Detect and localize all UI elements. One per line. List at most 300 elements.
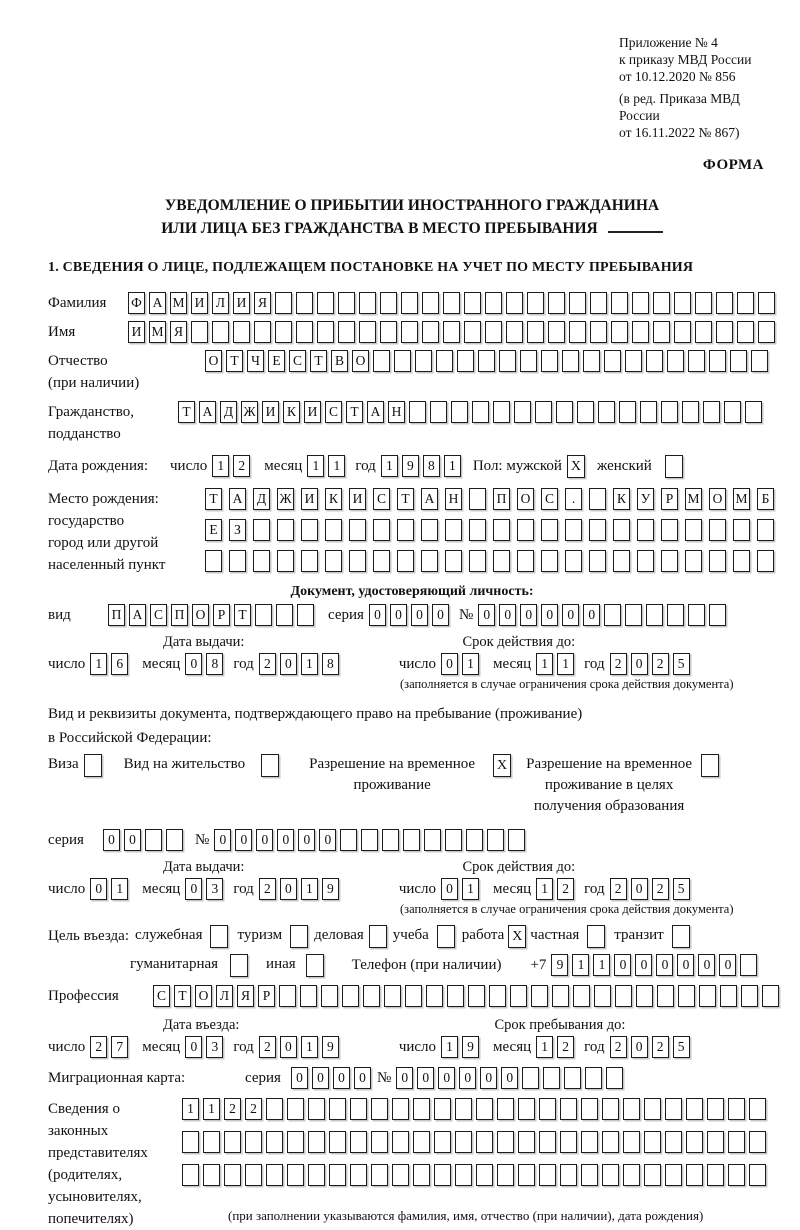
char-cell[interactable] bbox=[371, 1098, 388, 1120]
char-cell[interactable] bbox=[535, 401, 552, 423]
char-cell[interactable]: Л bbox=[216, 985, 233, 1007]
char-cell[interactable] bbox=[413, 1164, 430, 1186]
char-cell[interactable] bbox=[611, 321, 628, 343]
char-cell[interactable] bbox=[560, 1098, 577, 1120]
char-cell[interactable] bbox=[640, 401, 657, 423]
char-cell[interactable]: 1 bbox=[307, 455, 324, 477]
char-cell[interactable] bbox=[623, 1131, 640, 1153]
char-cell[interactable]: С bbox=[541, 488, 558, 510]
char-cell[interactable]: Т bbox=[226, 350, 243, 372]
char-cell[interactable] bbox=[301, 519, 318, 541]
char-cell[interactable] bbox=[541, 350, 558, 372]
char-cell[interactable]: С bbox=[325, 401, 342, 423]
char-cell[interactable] bbox=[476, 1098, 493, 1120]
char-cell[interactable] bbox=[667, 350, 684, 372]
char-cell[interactable]: 1 bbox=[536, 1036, 553, 1058]
char-cell[interactable]: Д bbox=[220, 401, 237, 423]
char-cell[interactable]: 1 bbox=[536, 653, 553, 675]
char-cell[interactable] bbox=[434, 1098, 451, 1120]
char-cell[interactable] bbox=[678, 985, 695, 1007]
char-cell[interactable] bbox=[469, 550, 486, 572]
char-cell[interactable]: П bbox=[493, 488, 510, 510]
char-cell[interactable] bbox=[724, 401, 741, 423]
char-cell[interactable]: 0 bbox=[631, 878, 648, 900]
char-cell[interactable] bbox=[422, 321, 439, 343]
char-cell[interactable]: 2 bbox=[610, 1036, 627, 1058]
char-cell[interactable]: 0 bbox=[635, 954, 652, 976]
char-cell[interactable] bbox=[573, 985, 590, 1007]
char-cell[interactable] bbox=[539, 1131, 556, 1153]
char-cell[interactable] bbox=[730, 350, 747, 372]
char-cell[interactable] bbox=[604, 350, 621, 372]
char-cell[interactable] bbox=[325, 550, 342, 572]
char-cell[interactable] bbox=[191, 321, 208, 343]
char-cell[interactable] bbox=[476, 1131, 493, 1153]
char-cell[interactable]: 2 bbox=[259, 653, 276, 675]
char-cell[interactable] bbox=[646, 604, 663, 626]
char-cell[interactable]: 0 bbox=[501, 1067, 518, 1089]
residence-permit-checkbox[interactable] bbox=[261, 754, 279, 777]
char-cell[interactable] bbox=[325, 519, 342, 541]
char-cell[interactable] bbox=[392, 1098, 409, 1120]
char-cell[interactable] bbox=[602, 1098, 619, 1120]
char-cell[interactable] bbox=[665, 1131, 682, 1153]
char-cell[interactable]: 1 bbox=[444, 455, 461, 477]
char-cell[interactable] bbox=[745, 401, 762, 423]
char-cell[interactable]: И bbox=[128, 321, 145, 343]
char-cell[interactable] bbox=[434, 1131, 451, 1153]
char-cell[interactable] bbox=[688, 350, 705, 372]
char-cell[interactable] bbox=[409, 401, 426, 423]
char-cell[interactable] bbox=[349, 550, 366, 572]
char-cell[interactable]: 0 bbox=[298, 829, 315, 851]
char-cell[interactable]: 2 bbox=[90, 1036, 107, 1058]
char-cell[interactable] bbox=[737, 292, 754, 314]
char-cell[interactable] bbox=[733, 550, 750, 572]
char-cell[interactable]: Н bbox=[445, 488, 462, 510]
char-cell[interactable] bbox=[466, 829, 483, 851]
char-cell[interactable]: 2 bbox=[610, 653, 627, 675]
char-cell[interactable]: П bbox=[171, 604, 188, 626]
char-cell[interactable] bbox=[455, 1131, 472, 1153]
char-cell[interactable]: 0 bbox=[562, 604, 579, 626]
char-cell[interactable]: 0 bbox=[719, 954, 736, 976]
char-cell[interactable] bbox=[212, 321, 229, 343]
char-cell[interactable] bbox=[552, 985, 569, 1007]
char-cell[interactable]: Т bbox=[310, 350, 327, 372]
char-cell[interactable] bbox=[350, 1131, 367, 1153]
char-cell[interactable]: 1 bbox=[301, 1036, 318, 1058]
char-cell[interactable] bbox=[661, 550, 678, 572]
char-cell[interactable] bbox=[709, 350, 726, 372]
char-cell[interactable] bbox=[565, 550, 582, 572]
char-cell[interactable]: 0 bbox=[124, 829, 141, 851]
char-cell[interactable]: Е bbox=[205, 519, 222, 541]
char-cell[interactable]: Ч bbox=[247, 350, 264, 372]
char-cell[interactable] bbox=[485, 321, 502, 343]
char-cell[interactable]: И bbox=[304, 401, 321, 423]
char-cell[interactable] bbox=[203, 1164, 220, 1186]
char-cell[interactable] bbox=[560, 1131, 577, 1153]
char-cell[interactable] bbox=[497, 1164, 514, 1186]
char-cell[interactable]: Р bbox=[258, 985, 275, 1007]
char-cell[interactable]: 1 bbox=[572, 954, 589, 976]
char-cell[interactable]: 5 bbox=[673, 1036, 690, 1058]
char-cell[interactable]: 2 bbox=[224, 1098, 241, 1120]
sex-female-checkbox[interactable] bbox=[665, 455, 683, 478]
char-cell[interactable] bbox=[275, 292, 292, 314]
char-cell[interactable] bbox=[424, 829, 441, 851]
char-cell[interactable]: 3 bbox=[206, 1036, 223, 1058]
char-cell[interactable] bbox=[749, 1098, 766, 1120]
char-cell[interactable] bbox=[317, 292, 334, 314]
char-cell[interactable] bbox=[565, 519, 582, 541]
char-cell[interactable]: У bbox=[637, 488, 654, 510]
char-cell[interactable] bbox=[287, 1098, 304, 1120]
char-cell[interactable] bbox=[300, 985, 317, 1007]
char-cell[interactable]: 1 bbox=[111, 878, 128, 900]
char-cell[interactable]: О bbox=[195, 985, 212, 1007]
char-cell[interactable]: И bbox=[233, 292, 250, 314]
char-cell[interactable]: 0 bbox=[390, 604, 407, 626]
char-cell[interactable]: А bbox=[367, 401, 384, 423]
char-cell[interactable] bbox=[518, 1131, 535, 1153]
char-cell[interactable]: 1 bbox=[301, 878, 318, 900]
char-cell[interactable] bbox=[560, 1164, 577, 1186]
char-cell[interactable] bbox=[646, 350, 663, 372]
char-cell[interactable]: И bbox=[349, 488, 366, 510]
char-cell[interactable] bbox=[737, 321, 754, 343]
char-cell[interactable] bbox=[361, 829, 378, 851]
char-cell[interactable]: О bbox=[709, 488, 726, 510]
char-cell[interactable] bbox=[245, 1164, 262, 1186]
char-cell[interactable]: Б bbox=[757, 488, 774, 510]
char-cell[interactable] bbox=[615, 985, 632, 1007]
char-cell[interactable]: 0 bbox=[277, 829, 294, 851]
char-cell[interactable]: 0 bbox=[441, 653, 458, 675]
char-cell[interactable] bbox=[506, 321, 523, 343]
char-cell[interactable] bbox=[699, 985, 716, 1007]
char-cell[interactable]: 0 bbox=[583, 604, 600, 626]
char-cell[interactable] bbox=[445, 550, 462, 572]
char-cell[interactable] bbox=[619, 401, 636, 423]
char-cell[interactable] bbox=[485, 292, 502, 314]
char-cell[interactable] bbox=[373, 350, 390, 372]
char-cell[interactable] bbox=[296, 292, 313, 314]
char-cell[interactable] bbox=[233, 321, 250, 343]
char-cell[interactable] bbox=[707, 1098, 724, 1120]
char-cell[interactable] bbox=[422, 292, 439, 314]
char-cell[interactable] bbox=[224, 1131, 241, 1153]
char-cell[interactable] bbox=[602, 1131, 619, 1153]
char-cell[interactable] bbox=[636, 985, 653, 1007]
char-cell[interactable] bbox=[380, 292, 397, 314]
char-cell[interactable] bbox=[632, 292, 649, 314]
char-cell[interactable] bbox=[436, 350, 453, 372]
char-cell[interactable]: О bbox=[205, 350, 222, 372]
char-cell[interactable] bbox=[589, 488, 606, 510]
char-cell[interactable] bbox=[359, 321, 376, 343]
char-cell[interactable] bbox=[301, 550, 318, 572]
char-cell[interactable]: 0 bbox=[677, 954, 694, 976]
char-cell[interactable]: 1 bbox=[557, 653, 574, 675]
char-cell[interactable] bbox=[728, 1164, 745, 1186]
char-cell[interactable]: 0 bbox=[656, 954, 673, 976]
char-cell[interactable] bbox=[508, 829, 525, 851]
char-cell[interactable] bbox=[653, 321, 670, 343]
char-cell[interactable]: 0 bbox=[369, 604, 386, 626]
char-cell[interactable] bbox=[709, 519, 726, 541]
char-cell[interactable]: 0 bbox=[185, 1036, 202, 1058]
char-cell[interactable] bbox=[682, 401, 699, 423]
char-cell[interactable]: Я bbox=[254, 292, 271, 314]
char-cell[interactable]: С bbox=[289, 350, 306, 372]
char-cell[interactable]: М bbox=[149, 321, 166, 343]
char-cell[interactable]: 9 bbox=[462, 1036, 479, 1058]
char-cell[interactable] bbox=[497, 1131, 514, 1153]
char-cell[interactable] bbox=[255, 604, 272, 626]
char-cell[interactable] bbox=[531, 985, 548, 1007]
business-checkbox[interactable] bbox=[369, 925, 387, 948]
char-cell[interactable] bbox=[472, 401, 489, 423]
char-cell[interactable]: 1 bbox=[301, 653, 318, 675]
char-cell[interactable] bbox=[266, 1131, 283, 1153]
char-cell[interactable]: 0 bbox=[478, 604, 495, 626]
char-cell[interactable] bbox=[205, 550, 222, 572]
char-cell[interactable]: 0 bbox=[354, 1067, 371, 1089]
official-checkbox[interactable] bbox=[210, 925, 228, 948]
char-cell[interactable] bbox=[380, 321, 397, 343]
char-cell[interactable]: 0 bbox=[185, 653, 202, 675]
char-cell[interactable] bbox=[716, 292, 733, 314]
char-cell[interactable] bbox=[598, 401, 615, 423]
char-cell[interactable] bbox=[518, 1164, 535, 1186]
char-cell[interactable] bbox=[277, 519, 294, 541]
char-cell[interactable] bbox=[426, 985, 443, 1007]
char-cell[interactable] bbox=[527, 321, 544, 343]
char-cell[interactable] bbox=[455, 1164, 472, 1186]
char-cell[interactable] bbox=[499, 350, 516, 372]
char-cell[interactable]: 0 bbox=[459, 1067, 476, 1089]
char-cell[interactable]: Я bbox=[237, 985, 254, 1007]
char-cell[interactable] bbox=[720, 985, 737, 1007]
char-cell[interactable]: 1 bbox=[462, 653, 479, 675]
char-cell[interactable] bbox=[703, 401, 720, 423]
char-cell[interactable] bbox=[413, 1098, 430, 1120]
char-cell[interactable]: 0 bbox=[90, 878, 107, 900]
char-cell[interactable] bbox=[182, 1164, 199, 1186]
char-cell[interactable]: Ж bbox=[241, 401, 258, 423]
char-cell[interactable]: 8 bbox=[322, 653, 339, 675]
char-cell[interactable] bbox=[581, 1164, 598, 1186]
char-cell[interactable] bbox=[518, 1098, 535, 1120]
char-cell[interactable]: П bbox=[108, 604, 125, 626]
char-cell[interactable] bbox=[541, 519, 558, 541]
humanitarian-checkbox[interactable] bbox=[230, 954, 248, 977]
char-cell[interactable]: 6 bbox=[111, 653, 128, 675]
char-cell[interactable]: М bbox=[685, 488, 702, 510]
char-cell[interactable]: Л bbox=[212, 292, 229, 314]
char-cell[interactable] bbox=[392, 1131, 409, 1153]
char-cell[interactable] bbox=[686, 1164, 703, 1186]
char-cell[interactable] bbox=[445, 519, 462, 541]
char-cell[interactable]: Д bbox=[253, 488, 270, 510]
char-cell[interactable]: 0 bbox=[214, 829, 231, 851]
char-cell[interactable] bbox=[451, 401, 468, 423]
char-cell[interactable]: С bbox=[373, 488, 390, 510]
char-cell[interactable] bbox=[667, 604, 684, 626]
char-cell[interactable] bbox=[447, 985, 464, 1007]
char-cell[interactable] bbox=[359, 292, 376, 314]
char-cell[interactable] bbox=[253, 550, 270, 572]
char-cell[interactable] bbox=[443, 321, 460, 343]
char-cell[interactable]: 1 bbox=[90, 653, 107, 675]
char-cell[interactable]: Ж bbox=[277, 488, 294, 510]
char-cell[interactable] bbox=[468, 985, 485, 1007]
char-cell[interactable] bbox=[392, 1164, 409, 1186]
char-cell[interactable] bbox=[644, 1098, 661, 1120]
char-cell[interactable] bbox=[539, 1098, 556, 1120]
char-cell[interactable]: 1 bbox=[441, 1036, 458, 1058]
char-cell[interactable]: 2 bbox=[245, 1098, 262, 1120]
char-cell[interactable] bbox=[583, 350, 600, 372]
char-cell[interactable]: И bbox=[262, 401, 279, 423]
char-cell[interactable] bbox=[401, 292, 418, 314]
char-cell[interactable]: 5 bbox=[673, 878, 690, 900]
char-cell[interactable] bbox=[674, 321, 691, 343]
char-cell[interactable] bbox=[751, 350, 768, 372]
char-cell[interactable]: 0 bbox=[541, 604, 558, 626]
char-cell[interactable] bbox=[317, 321, 334, 343]
char-cell[interactable]: 0 bbox=[103, 829, 120, 851]
char-cell[interactable]: 2 bbox=[652, 653, 669, 675]
char-cell[interactable]: 2 bbox=[259, 1036, 276, 1058]
char-cell[interactable]: А bbox=[199, 401, 216, 423]
char-cell[interactable] bbox=[405, 985, 422, 1007]
char-cell[interactable]: 0 bbox=[438, 1067, 455, 1089]
char-cell[interactable] bbox=[564, 1067, 581, 1089]
char-cell[interactable]: 0 bbox=[631, 1036, 648, 1058]
char-cell[interactable]: Р bbox=[213, 604, 230, 626]
char-cell[interactable]: Т bbox=[174, 985, 191, 1007]
temp-residence-checkbox[interactable]: X bbox=[493, 754, 511, 777]
char-cell[interactable] bbox=[623, 1164, 640, 1186]
char-cell[interactable]: 0 bbox=[631, 653, 648, 675]
char-cell[interactable] bbox=[287, 1131, 304, 1153]
char-cell[interactable]: Т bbox=[234, 604, 251, 626]
char-cell[interactable] bbox=[517, 550, 534, 572]
char-cell[interactable]: 0 bbox=[432, 604, 449, 626]
sex-male-checkbox[interactable]: X bbox=[567, 455, 585, 478]
char-cell[interactable] bbox=[569, 292, 586, 314]
char-cell[interactable] bbox=[716, 321, 733, 343]
char-cell[interactable]: 9 bbox=[402, 455, 419, 477]
char-cell[interactable] bbox=[413, 1131, 430, 1153]
char-cell[interactable] bbox=[686, 1098, 703, 1120]
char-cell[interactable] bbox=[443, 292, 460, 314]
char-cell[interactable]: 2 bbox=[557, 878, 574, 900]
char-cell[interactable]: М bbox=[170, 292, 187, 314]
char-cell[interactable]: 0 bbox=[411, 604, 428, 626]
char-cell[interactable] bbox=[394, 350, 411, 372]
char-cell[interactable] bbox=[644, 1164, 661, 1186]
char-cell[interactable]: Н bbox=[388, 401, 405, 423]
char-cell[interactable] bbox=[493, 519, 510, 541]
char-cell[interactable] bbox=[657, 985, 674, 1007]
transit-checkbox[interactable] bbox=[672, 925, 690, 948]
char-cell[interactable]: 5 bbox=[673, 653, 690, 675]
char-cell[interactable]: С bbox=[150, 604, 167, 626]
char-cell[interactable]: С bbox=[153, 985, 170, 1007]
char-cell[interactable] bbox=[661, 519, 678, 541]
char-cell[interactable] bbox=[340, 829, 357, 851]
char-cell[interactable] bbox=[577, 401, 594, 423]
char-cell[interactable]: 1 bbox=[328, 455, 345, 477]
char-cell[interactable] bbox=[254, 321, 271, 343]
char-cell[interactable] bbox=[493, 401, 510, 423]
char-cell[interactable]: 0 bbox=[256, 829, 273, 851]
char-cell[interactable]: Ф bbox=[128, 292, 145, 314]
char-cell[interactable] bbox=[728, 1098, 745, 1120]
char-cell[interactable]: К bbox=[283, 401, 300, 423]
char-cell[interactable] bbox=[203, 1131, 220, 1153]
char-cell[interactable] bbox=[497, 1098, 514, 1120]
char-cell[interactable]: 2 bbox=[652, 878, 669, 900]
char-cell[interactable]: 1 bbox=[203, 1098, 220, 1120]
char-cell[interactable] bbox=[740, 954, 757, 976]
char-cell[interactable] bbox=[279, 985, 296, 1007]
char-cell[interactable] bbox=[373, 519, 390, 541]
char-cell[interactable] bbox=[604, 604, 621, 626]
char-cell[interactable]: Я bbox=[170, 321, 187, 343]
char-cell[interactable] bbox=[589, 550, 606, 572]
char-cell[interactable] bbox=[548, 321, 565, 343]
char-cell[interactable] bbox=[342, 985, 359, 1007]
char-cell[interactable] bbox=[478, 350, 495, 372]
char-cell[interactable]: И bbox=[191, 292, 208, 314]
char-cell[interactable]: Р bbox=[661, 488, 678, 510]
char-cell[interactable] bbox=[749, 1164, 766, 1186]
char-cell[interactable] bbox=[585, 1067, 602, 1089]
char-cell[interactable]: Т bbox=[178, 401, 195, 423]
char-cell[interactable] bbox=[349, 519, 366, 541]
char-cell[interactable] bbox=[637, 519, 654, 541]
char-cell[interactable] bbox=[329, 1164, 346, 1186]
char-cell[interactable] bbox=[541, 550, 558, 572]
char-cell[interactable] bbox=[145, 829, 162, 851]
char-cell[interactable]: 0 bbox=[441, 878, 458, 900]
char-cell[interactable]: 2 bbox=[652, 1036, 669, 1058]
char-cell[interactable]: О bbox=[517, 488, 534, 510]
char-cell[interactable]: 0 bbox=[499, 604, 516, 626]
char-cell[interactable] bbox=[363, 985, 380, 1007]
char-cell[interactable]: А bbox=[149, 292, 166, 314]
temp-residence-education-checkbox[interactable] bbox=[701, 754, 719, 777]
char-cell[interactable] bbox=[625, 604, 642, 626]
char-cell[interactable] bbox=[562, 350, 579, 372]
char-cell[interactable] bbox=[464, 321, 481, 343]
char-cell[interactable] bbox=[397, 550, 414, 572]
char-cell[interactable] bbox=[665, 1164, 682, 1186]
char-cell[interactable]: 2 bbox=[610, 878, 627, 900]
char-cell[interactable] bbox=[308, 1098, 325, 1120]
char-cell[interactable]: 2 bbox=[557, 1036, 574, 1058]
char-cell[interactable]: В bbox=[331, 350, 348, 372]
char-cell[interactable] bbox=[733, 519, 750, 541]
char-cell[interactable] bbox=[613, 550, 630, 572]
char-cell[interactable] bbox=[403, 829, 420, 851]
char-cell[interactable]: 0 bbox=[520, 604, 537, 626]
